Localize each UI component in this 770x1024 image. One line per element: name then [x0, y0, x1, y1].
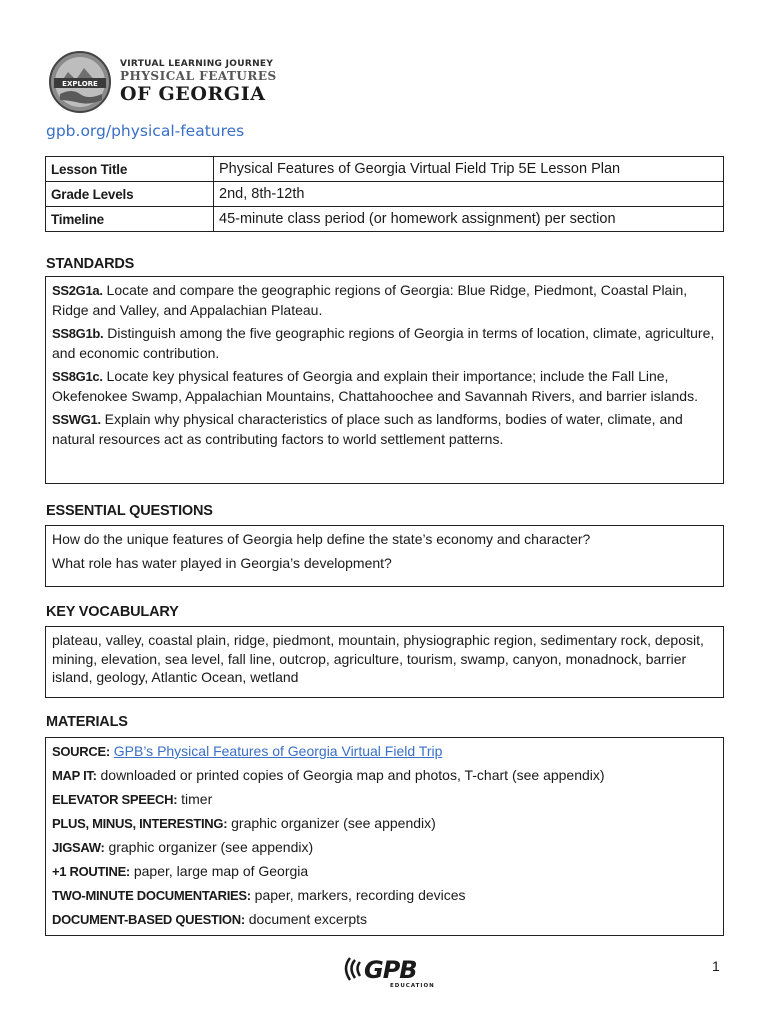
material-item — [52, 742, 717, 762]
material-text: graphic organizer (see appendix) — [104, 839, 314, 855]
material-label: SOURCE: — [52, 744, 110, 759]
material-text: document excerpts — [244, 911, 368, 927]
physical-features-badge-icon — [48, 50, 112, 114]
material-item — [52, 862, 717, 882]
table-row — [46, 157, 724, 182]
standard-item — [52, 410, 717, 448]
grade-levels-label: Grade Levels — [46, 182, 214, 207]
materials-heading: MATERIALS — [46, 714, 128, 730]
material-label: DOCUMENT-BASED QUESTION: — [52, 912, 245, 927]
question-item: How do the unique features of Georgia help define the state’s economy and character? — [52, 531, 591, 547]
header-logo — [46, 50, 286, 122]
material-label: +1 ROUTINE: — [52, 864, 130, 879]
gpb-logo-subtext: EDUCATION — [390, 983, 435, 989]
question-item: What role has water played in Georgia’s development? — [52, 555, 392, 571]
standard-item — [52, 367, 717, 405]
logo-line-2: PHYSICAL FEATURES — [120, 69, 277, 83]
lesson-info-table — [45, 156, 724, 232]
materials-box — [45, 737, 724, 936]
key-vocabulary-box — [45, 626, 724, 698]
standards-box — [45, 276, 724, 484]
standard-item — [52, 324, 717, 362]
logo-line-3: OF GEORGIA — [120, 83, 266, 105]
standard-code: SSWG1. — [52, 412, 101, 427]
material-item — [52, 766, 717, 786]
standards-heading: STANDARDS — [46, 256, 135, 272]
standard-code: SS8G1b. — [52, 326, 104, 341]
essential-questions-heading: ESSENTIAL QUESTIONS — [46, 503, 213, 519]
material-text: paper, markers, recording devices — [250, 887, 466, 903]
logo-wordmark — [120, 58, 300, 105]
material-item — [52, 838, 717, 858]
table-row — [46, 207, 724, 232]
essential-questions-box — [45, 525, 724, 587]
lesson-title-value: Physical Features of Georgia Virtual Field Trip 5E Lesson Plan — [214, 157, 724, 182]
table-row — [46, 182, 724, 207]
page-number: 1 — [712, 958, 720, 974]
material-item — [52, 814, 717, 834]
material-text: paper, large map of Georgia — [129, 863, 309, 879]
badge-text: EXPLORE — [62, 80, 98, 88]
material-label: PLUS, MINUS, INTERESTING: — [52, 816, 228, 831]
material-label: MAP IT: — [52, 768, 97, 783]
gpb-education-logo-icon — [336, 950, 436, 990]
standard-text: Explain why physical characteristics of place such as landforms, bodies of water, climate, and natural resources act as contributing factors to world settlement patterns. — [52, 411, 683, 447]
grade-levels-value: 2nd, 8th-12th — [214, 182, 724, 207]
logo-line-1: VIRTUAL LEARNING JOURNEY — [120, 59, 274, 69]
material-text: timer — [177, 791, 213, 807]
site-link[interactable]: gpb.org/physical-features — [46, 122, 245, 140]
material-text: downloaded or printed copies of Georgia map and photos, T-chart (see appendix) — [96, 767, 605, 783]
vocabulary-text: plateau, valley, coastal plain, ridge, piedmont, mountain, physiographic region, sedimentary rock, deposit, mining, elevation, sea level, fall line, outcrop, agriculture, tourism, swamp, canyon, monadnock, barrier island, geology, Atlantic Ocean, wetland — [52, 632, 704, 685]
material-label: JIGSAW: — [52, 840, 105, 855]
standard-text: Locate and compare the geographic regions of Georgia: Blue Ridge, Piedmont, Coastal Plain, Ridge and Valley, and Appalachian Plateau. — [52, 282, 688, 318]
timeline-value: 45-minute class period (or homework assignment) per section — [214, 207, 724, 232]
standard-item — [52, 281, 717, 319]
key-vocabulary-heading: KEY VOCABULARY — [46, 604, 179, 620]
timeline-label: Timeline — [46, 207, 214, 232]
material-label: TWO-MINUTE DOCUMENTARIES: — [52, 888, 251, 903]
material-item — [52, 790, 717, 810]
virtual-field-trip-link[interactable]: GPB’s Physical Features of Georgia Virtual Field Trip — [113, 743, 443, 759]
standard-code: SS2G1a. — [52, 283, 103, 298]
material-item — [52, 910, 717, 930]
standard-text: Distinguish among the five geographic regions of Georgia in terms of location, climate, agriculture, and economic contribution. — [52, 325, 715, 361]
lesson-title-label: Lesson Title — [46, 157, 214, 182]
material-item — [52, 886, 717, 906]
standard-text: Locate key physical features of Georgia and explain their importance; include the Fall Line, Okefenokee Swamp, Appalachian Mountains, Chattahoochee and Savannah Rivers, and barrier islands. — [52, 368, 698, 404]
standard-code: SS8G1c. — [52, 369, 103, 384]
gpb-logo-text: GPB — [364, 956, 417, 984]
material-label: ELEVATOR SPEECH: — [52, 792, 178, 807]
material-text: graphic organizer (see appendix) — [227, 815, 436, 831]
